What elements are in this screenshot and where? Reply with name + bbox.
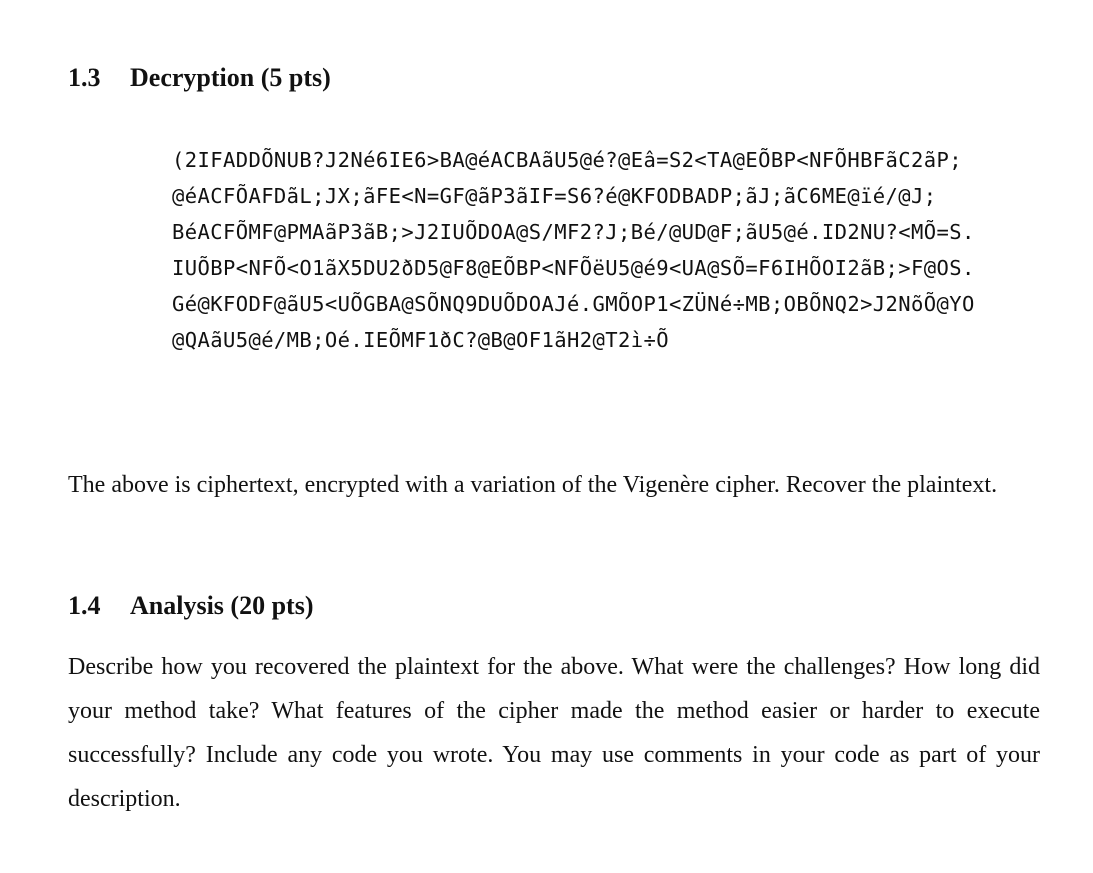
ciphertext-line: IUÕBP<NFÕ<O1ãX5DU2ðD5@F8@EÕBP<NFÕëU5@é9<UA@SÕ=F6IHÕOI2ãB;>F@OS. [172,256,975,280]
section-title: Decryption (5 pts) [130,63,331,92]
section-heading-analysis [68,591,313,621]
analysis-description: Describe how you recovered the plaintext for the above. What were the challenges? How long did your method take? What features of the cipher made the method easier or harder to execute successfully? Include any code you wrote. You may use comments in your code as part of your description. [68,654,1040,812]
ciphertext-line: @QAãU5@é/MB;Oé.IEÕMF1ðC?@B@OF1ãH2@T2ì÷Õ [172,328,669,352]
ciphertext-line: (2IFADDÕNUB?J2Né6IE6>BA@éACBAãU5@é?@Eâ=S2<TA@EÕBP<NFÕHBFãC2ãP; [172,148,963,172]
section-number: 1.3 [68,63,101,92]
decryption-description: The above is ciphertext, encrypted with a variation of the Vigenère cipher. Recover the plaintext. [68,472,998,498]
ciphertext-line: @éACFÕAFDãL;JX;ãFE<N=GF@ãP3ãIF=S6?é@KFODBADP;ãJ;ãC6ME@ïé/@J; [172,184,937,208]
section-number: 1.4 [68,591,101,620]
section-title: Analysis (20 pts) [130,591,314,620]
ciphertext-block [172,142,975,358]
ciphertext-line: Gé@KFODF@ãU5<UÕGBA@SÕNQ9DUÕDOAJé.GMÕOP1<ZÜNé÷MB;OBÕNQ2>J2NõÕ@YO [172,292,975,316]
ciphertext-line: BéACFÕMF@PMAãP3ãB;>J2IUÕDOA@S/MF2?J;Bé/@UD@F;ãU5@é.ID2NU?<MÕ=S. [172,220,975,244]
section-heading-decryption [68,63,331,93]
